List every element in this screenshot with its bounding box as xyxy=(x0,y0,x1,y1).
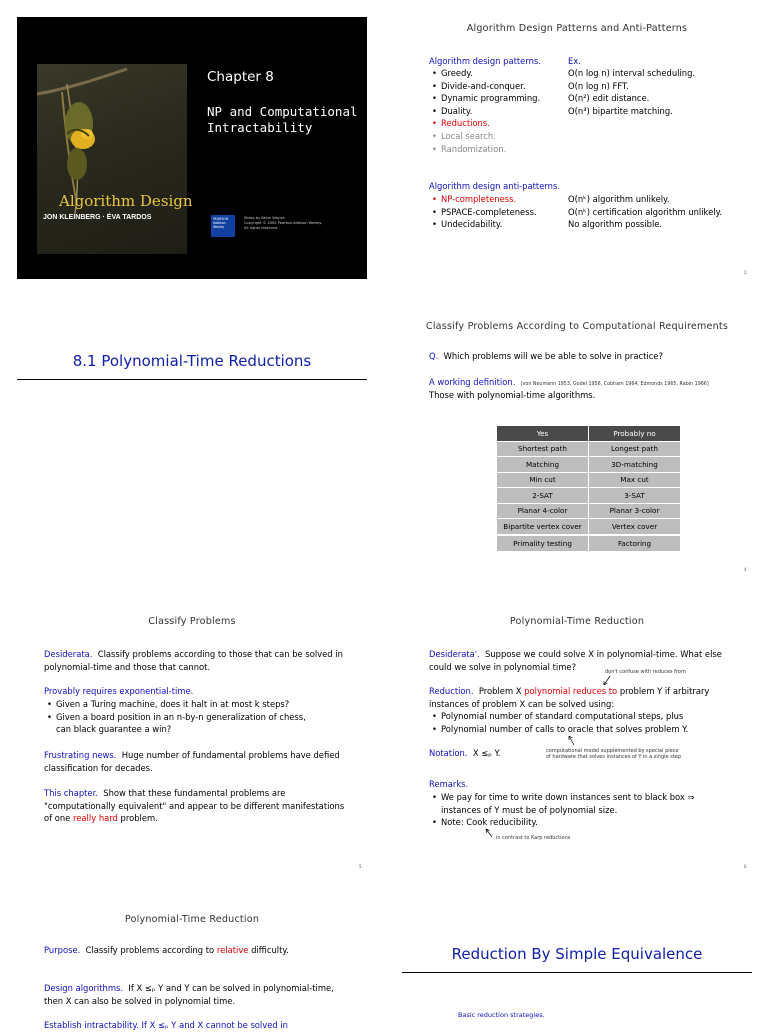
slide-title: Classify Problems According to Computational Requirements xyxy=(425,321,729,332)
slide-credits: Slides by Kevin Wayne. Copyright © 2005 Pearson-Addison Wesley. All rights reserved. xyxy=(244,216,323,230)
basic-strategies-label: Basic reduction strategies. xyxy=(458,1011,545,1019)
remarks-label: Remarks. xyxy=(429,779,469,789)
notation-label: Notation. xyxy=(429,748,468,758)
note-model: computational model supplemented by special piece of hardware that solves instances of Y in a single step xyxy=(546,748,682,760)
desiderata-block: Desiderata. Classify problems according to those that can be solved in polynomial-time and those that cannot. xyxy=(44,649,343,672)
list-item: • Polynomial number of standard computational steps, plus xyxy=(429,710,749,723)
patterns-list xyxy=(429,67,569,155)
book-authors: JON KLEINBERG · ÉVA TARDOS xyxy=(43,214,152,221)
pattern-item: • Divide-and-conquer. xyxy=(429,80,569,93)
list-item: • Given a Turing machine, does it halt in at most k steps? xyxy=(44,698,364,711)
chapter-title: Chapter 8 xyxy=(207,69,274,85)
desiderata-block: Desiderata'. Suppose we could solve X in polynomial-time. What else could we solve in polynomial time? xyxy=(429,649,722,672)
slide-polytime-reduction xyxy=(402,610,752,872)
table-header-yes: Yes xyxy=(497,426,589,442)
anti-pattern-example: O(nᵏ) algorithm unlikely. xyxy=(568,194,670,204)
patterns-examples xyxy=(568,67,695,117)
pattern-item: • Local search. xyxy=(429,130,569,143)
page-number: 5 xyxy=(359,864,362,869)
title-rule xyxy=(17,379,367,380)
pattern-example: O(n²) edit distance. xyxy=(568,93,650,104)
anti-pattern-example: No algorithm possible. xyxy=(568,219,663,230)
slide-reduction-purpose xyxy=(17,905,367,1030)
slide-classify-problems xyxy=(17,610,367,872)
reduction-list xyxy=(429,710,749,735)
chapter-block: This chapter. Show that these fundamental problems are "computationally equivalent" and appear to be different manifestations of one really hard problem. xyxy=(44,788,345,824)
page-number: 2 xyxy=(744,270,747,275)
classification-table xyxy=(496,425,681,535)
def-citation: [von Neumann 1953, Godel 1956, Cobham 1964, Edmonds 1965, Rabin 1966] xyxy=(520,382,709,387)
list-item: • Note: Cook reducibility. xyxy=(429,816,754,829)
q-label: Q. xyxy=(429,351,439,361)
establish-fragment: Establish intractability. If X ≤ₚ Y and X cannot be solved in xyxy=(44,1020,288,1030)
frustrating-block: Frustrating news. Huge number of fundamental problems have defied classification for decades. xyxy=(44,750,340,773)
pattern-item: • Duality. xyxy=(429,105,569,118)
list-item: • Polynomial number of calls to oracle that solves problem Y. xyxy=(429,723,749,736)
provably-continuation: can black guarantee a win? xyxy=(56,724,172,734)
notation-line: Notation. X ≤ₚ Y. xyxy=(429,748,501,758)
bird-nest-illustration xyxy=(37,64,187,254)
table-row: Bipartite vertex cover Vertex cover xyxy=(497,519,681,535)
table-row: Matching 3D-matching xyxy=(497,457,681,473)
frustrating-label: Frustrating news. xyxy=(44,750,117,760)
slide-section-title xyxy=(17,307,367,569)
design-label: Design algorithms. xyxy=(44,983,124,993)
list-item: • We pay for time to write down instances sent to black box ⇒ instances of Y must be of polynomial size. xyxy=(429,791,754,816)
slide-design-patterns xyxy=(402,17,752,279)
pattern-item: • Dynamic programming. xyxy=(429,92,569,105)
def-label: A working definition. xyxy=(429,377,516,387)
anti-pattern-item: • PSPACE-completeness. xyxy=(429,206,569,219)
table-row: Primality testing Factoring xyxy=(497,536,681,552)
classification-table-extra xyxy=(496,535,681,552)
publisher-logo: PEARSON Addison Wesley xyxy=(211,215,235,237)
note-confuse: don't confuse with reduces from xyxy=(605,669,686,675)
remarks-list xyxy=(429,791,754,829)
slide-chapter-cover xyxy=(17,17,367,279)
desiderata-label: Desiderata'. xyxy=(429,649,480,659)
pattern-item: • Greedy. xyxy=(429,67,569,80)
arrow-annotation xyxy=(566,734,576,746)
reduction-block: Reduction. Problem X polynomial reduces to problem Y if arbitrary instances of problem X can be solved using: xyxy=(429,686,710,709)
table-header-no: Probably no xyxy=(589,426,681,442)
slide-simple-equivalence xyxy=(402,905,752,1024)
provably-label: Provably requires exponential-time. xyxy=(44,686,194,696)
note-karp: in contrast to Karp reductions xyxy=(496,835,571,841)
def-text: Those with polynomial-time algorithms. xyxy=(429,390,596,400)
table-row: Shortest path Longest path xyxy=(497,441,681,457)
anti-pattern-example: O(nᵏ) certification algorithm unlikely. xyxy=(568,206,722,217)
anti-patterns-list xyxy=(429,193,569,231)
slide-title: Algorithm Design Patterns and Anti-Patterns xyxy=(466,23,688,34)
pattern-example: O(n log n) FFT. xyxy=(568,80,629,91)
purpose-line: Purpose. Classify problems according to relative difficulty. xyxy=(44,945,289,955)
q-text: Which problems will we be able to solve in practice? xyxy=(443,351,663,361)
chapter-subtitle-line2: Intractability xyxy=(207,120,313,135)
anti-pattern-item: • NP-completeness. xyxy=(429,193,569,206)
table-row: Min cut Max cut xyxy=(497,472,681,488)
chapter-subtitle-line1: NP and Computational xyxy=(207,104,358,119)
table-row: 2-SAT 3-SAT xyxy=(497,488,681,504)
section-title: 8.1 Polynomial-Time Reductions xyxy=(72,352,312,370)
question-line xyxy=(429,350,663,363)
anti-patterns-heading: Algorithm design anti-patterns. xyxy=(429,181,560,191)
slide-title: Polynomial-Time Reduction xyxy=(124,914,260,925)
provably-list xyxy=(44,698,364,723)
design-block: Design algorithms. If X ≤ₚ Y and Y can be solved in polynomial-time, then X can also be solved in polynomial time. xyxy=(44,983,334,1006)
table-row: Planar 4-color Planar 3-color xyxy=(497,503,681,519)
anti-patterns-examples xyxy=(568,193,722,231)
pattern-example: O(n log n) interval scheduling. xyxy=(568,68,696,78)
purpose-label: Purpose. xyxy=(44,945,81,955)
chapter-label: This chapter. xyxy=(44,788,98,798)
reduction-label: Reduction. xyxy=(429,686,474,696)
arrow-annotation xyxy=(484,827,494,839)
patterns-heading: Algorithm design patterns. xyxy=(429,56,541,66)
slide-title: Classify Problems xyxy=(148,616,236,627)
pattern-example: O(n³) bipartite matching. xyxy=(568,105,673,116)
anti-pattern-item: • Undecidability. xyxy=(429,218,569,231)
ex-heading: Ex. xyxy=(568,56,581,66)
title-rule xyxy=(402,972,752,973)
pattern-item: • Randomization. xyxy=(429,143,569,156)
section-title: Reduction By Simple Equivalence xyxy=(451,945,703,963)
page-number: 6 xyxy=(744,864,747,869)
pattern-item: • Reductions. xyxy=(429,117,569,130)
slide-title: Polynomial-Time Reduction xyxy=(509,616,645,627)
desiderata-label: Desiderata. xyxy=(44,649,93,659)
book-cover xyxy=(37,64,193,254)
list-item: • Given a board position in an n-by-n generalization of chess, xyxy=(44,711,364,724)
table-header-row xyxy=(497,426,681,442)
page-number: 4 xyxy=(744,567,747,572)
slide-classify-requirements xyxy=(402,307,752,572)
book-title: Algorithm Design xyxy=(59,192,193,210)
